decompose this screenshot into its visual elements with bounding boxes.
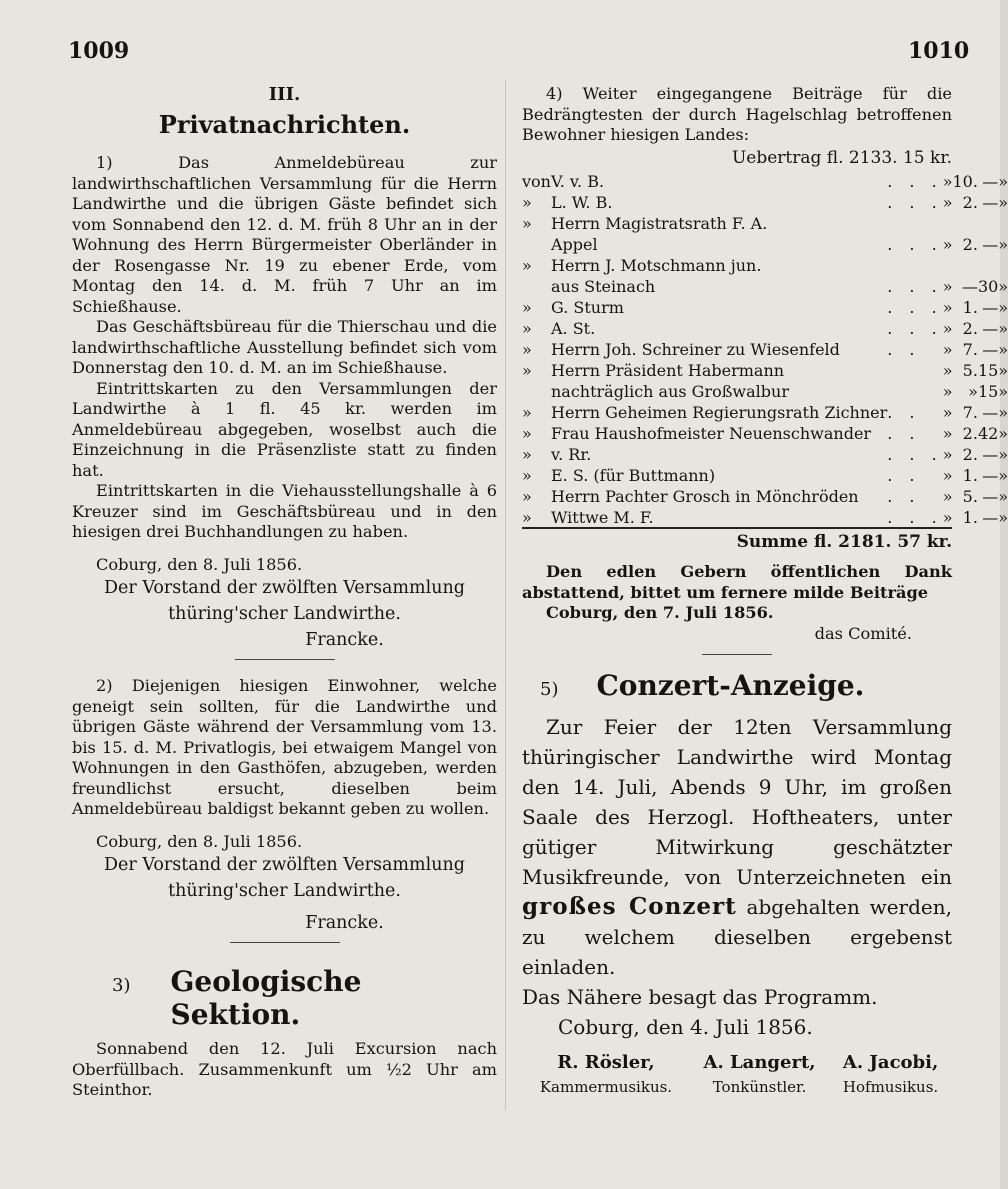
donor-name: E. S. (für Buttmann) xyxy=(550,466,716,485)
notice-heading: Geologische Sektion. xyxy=(170,965,362,1031)
leader-dots: . . xyxy=(887,487,921,506)
donation-row xyxy=(522,233,1008,254)
leader-dots: . . . xyxy=(887,172,943,191)
page-number-left: 1009 xyxy=(68,38,130,64)
ditto-mark xyxy=(943,212,953,233)
donation-prefix xyxy=(522,233,551,254)
amount-gulden: 5. xyxy=(962,487,978,506)
ditto-mark: » xyxy=(942,361,953,380)
leader-dots xyxy=(887,359,942,380)
donor-name: Herrn Joh. Schreiner zu Wiesenfeld xyxy=(550,340,840,359)
amount-kreuzer xyxy=(978,254,998,275)
amount-gulden: 1. xyxy=(962,508,978,527)
paragraph: 2) Diejenigen hiesigen Einwohner, welche geneigt sein sollten, für die Landwirthe und übrigen Gäste während der Versammlung vom 13. bis 15. d. M. Privatlogis, bei etwaigem Mangel von Wohnungen in den Gasthöfen, abzugeben, werden freundlichst ersucht, dieselben beim Anmeldebüreau baldigst bekannt geben zu wollen. xyxy=(72,676,497,818)
ditto-mark: » xyxy=(942,319,953,338)
amount-gulden: 5. xyxy=(962,361,978,380)
ditto-mark: » xyxy=(998,466,1008,485)
amount-gulden: » xyxy=(968,382,978,401)
paragraph: Sonnabend den 12. Juli Excursion nach Oberfüllbach. Zusammenkunft um ½2 Uhr am Steinthor. xyxy=(72,1039,497,1099)
separator-rule xyxy=(702,654,772,655)
separator-rule xyxy=(235,659,335,660)
ditto-mark: » xyxy=(998,424,1008,443)
leader-dots: . . . xyxy=(887,277,943,296)
paragraph: 1) Das Anmeldebüreau zur landwirthschaftlichen Versammlung für die Herrn Landwirthe und die übrigen Gäste befindet sich vom Sonnabend den 12. d. M. früh 8 Uhr an in der Wohnung des Herrn Bürgermeister Oberländer in der Rosengasse Nr. 19 zu ebener Erde, vom Montag den 14. d. M. früh 7 Uhr an im Schießhause. xyxy=(72,153,497,316)
donation-prefix: » xyxy=(522,403,532,422)
amount-kreuzer: 42 xyxy=(977,424,999,443)
amount-kreuzer: — xyxy=(982,508,999,527)
amount-gulden: 2. xyxy=(962,424,978,443)
donor-name: Appel xyxy=(550,235,598,254)
leader-dots: . . . xyxy=(887,508,943,527)
ditto-mark: » xyxy=(942,487,953,506)
notice-registration-office xyxy=(72,153,497,660)
notice-private-lodging xyxy=(72,676,497,943)
ditto-mark xyxy=(943,254,953,275)
ditto-mark: » xyxy=(942,172,953,191)
leader-dots: . . . xyxy=(887,193,943,212)
donation-row xyxy=(522,296,1008,317)
ditto-mark: » xyxy=(942,277,953,296)
signatory: R. Rösler, Kammermusikus. xyxy=(539,1052,673,1096)
donation-prefix: » xyxy=(522,340,532,359)
amount-gulden: 1. xyxy=(962,466,978,485)
ditto-mark: » xyxy=(998,403,1008,422)
donor-name: Herrn Präsident Habermann xyxy=(550,361,785,380)
donation-prefix: » xyxy=(522,214,532,233)
donor-name: A. St. xyxy=(550,319,596,338)
amount-kreuzer: — xyxy=(982,172,999,191)
donation-prefix: » xyxy=(522,256,532,275)
donor-name: Herrn Geheimen Regierungsrath Zichner xyxy=(550,403,888,422)
donation-row xyxy=(522,422,1008,443)
signatory: A. Langert, Tonkünstler. xyxy=(703,1052,816,1096)
donation-prefix: » xyxy=(522,298,532,317)
donation-prefix: von xyxy=(522,172,551,191)
notice-heading: Conzert-Anzeige. xyxy=(596,669,865,702)
leader-dots: . . . xyxy=(887,445,943,464)
ditto-mark: » xyxy=(942,298,953,317)
amount-kreuzer: — xyxy=(982,466,999,485)
section-title: Privatnachrichten. xyxy=(158,110,411,139)
leader-dots: . . . xyxy=(887,319,943,338)
signature-name: Francke. xyxy=(305,913,384,933)
ditto-mark: » xyxy=(942,445,953,464)
ditto-mark: » xyxy=(998,172,1008,191)
donation-row xyxy=(522,338,1008,359)
amount-gulden: — xyxy=(961,277,978,296)
sum-total: Summe fl. 2181. 57 kr. xyxy=(522,528,952,552)
paragraph: Eintrittskarten in die Viehausstellungshalle à 6 Kreuzer sind im Geschäftsbüreau und in den hiesigen drei Buchhandlungen zu haben. xyxy=(72,481,497,541)
item-number: 3) xyxy=(112,975,131,996)
donor-name: Herrn Pachter Grosch in Mönchröden xyxy=(550,487,859,506)
leader-dots xyxy=(887,254,942,275)
column-divider xyxy=(505,80,506,1110)
signatory: A. Jacobi, Hofmusikus. xyxy=(842,1052,939,1096)
donation-row xyxy=(522,212,1008,233)
ditto-mark: » xyxy=(942,508,953,527)
item-number: 5) xyxy=(540,679,559,700)
donation-row xyxy=(522,380,1008,401)
donation-prefix: » xyxy=(522,319,532,338)
ditto-mark: » xyxy=(942,403,953,422)
concert-text: abgehalten werden, zu welchem dieselben ergebenst einladen. xyxy=(522,895,952,979)
amount-gulden: 7. xyxy=(962,340,978,359)
ditto-mark: » xyxy=(942,235,953,254)
concert-text: Zur Feier der 12ten Versammlung thüringischer Landwirthe wird Montag den 14. Juli, Abends 9 Uhr, im großen Saale des Herzogl. Hoftheaters, unter gütiger Mitwirkung geschätzter Musikfreunde, von Unterzeichneten ein xyxy=(522,715,952,889)
donation-prefix: » xyxy=(522,445,532,464)
donation-row xyxy=(522,485,1008,506)
donation-prefix: » xyxy=(522,193,532,212)
donation-prefix xyxy=(522,275,551,296)
amount-kreuzer: 15 xyxy=(977,361,999,380)
ditto-mark: » xyxy=(998,508,1008,527)
ditto-mark: » xyxy=(998,487,1008,506)
amount-kreuzer: — xyxy=(982,340,999,359)
donation-row xyxy=(522,191,1008,212)
leader-dots: . . xyxy=(887,424,921,443)
donor-name: v. Rr. xyxy=(550,445,592,464)
donation-row xyxy=(522,170,1008,191)
amount-gulden: 2. xyxy=(962,235,978,254)
ditto-mark: » xyxy=(998,445,1008,464)
amount-gulden: 2. xyxy=(962,193,978,212)
leader-dots: . . . xyxy=(887,298,943,317)
ditto-mark xyxy=(998,254,1008,275)
donation-row xyxy=(522,464,1008,485)
amount-kreuzer: — xyxy=(982,487,999,506)
ditto-mark: » xyxy=(942,466,953,485)
donor-name: Frau Haushofmeister Neuenschwander xyxy=(550,424,872,443)
signature-name: Francke. xyxy=(305,630,384,650)
concert-emphasis: großes Conzert xyxy=(522,893,737,920)
sum-row xyxy=(522,528,952,552)
amount-kreuzer: — xyxy=(982,193,999,212)
thanks-text: Den edlen Gebern öffentlichen Dank abstattend, bittet um fernere milde Beiträge xyxy=(522,562,952,602)
ditto-mark: » xyxy=(998,235,1008,254)
ditto-mark: » xyxy=(942,340,953,359)
donor-name: V. v. B. xyxy=(550,172,605,191)
ditto-mark: » xyxy=(998,340,1008,359)
page-number-right: 1010 xyxy=(908,38,970,64)
left-column xyxy=(72,84,497,1101)
leader-dots xyxy=(887,212,942,233)
paragraph: 4) Weiter eingegangene Beiträge für die Bedrängtesten der durch Hagelschlag betroffenen Bewohner hiesigen Landes: xyxy=(522,84,952,144)
amount-gulden: 1. xyxy=(962,298,978,317)
amount-kreuzer: — xyxy=(982,235,999,254)
amount-gulden: 7. xyxy=(962,403,978,422)
leader-dots: . . xyxy=(887,340,921,359)
donation-prefix xyxy=(522,380,551,401)
signature-name: das Comité. xyxy=(814,623,912,643)
dateline: Coburg, den 7. Juli 1856. xyxy=(546,603,774,622)
amount-kreuzer: 30 xyxy=(977,277,999,296)
ditto-mark xyxy=(998,212,1008,233)
donation-prefix: » xyxy=(522,487,532,506)
donor-name: Herrn J. Motschmann jun. xyxy=(550,256,762,275)
donation-row xyxy=(522,359,1008,380)
notice-geology-section xyxy=(72,965,497,1101)
right-column xyxy=(522,84,1008,1102)
ditto-mark: » xyxy=(998,382,1008,401)
amount-gulden: 2. xyxy=(962,319,978,338)
amount-gulden xyxy=(952,212,977,233)
donor-name: aus Steinach xyxy=(550,277,656,296)
leader-dots xyxy=(887,380,942,401)
amount-gulden: 2. xyxy=(962,445,978,464)
signature-line: thüring'scher Landwirthe. xyxy=(168,604,401,624)
donor-name: Wittwe M. F. xyxy=(550,508,654,527)
section-number: III. xyxy=(268,84,301,105)
sum-table xyxy=(522,527,952,552)
donation-prefix: » xyxy=(522,466,532,485)
donor-name: L. W. B. xyxy=(550,193,613,212)
signatories xyxy=(522,1048,952,1102)
ditto-mark: » xyxy=(942,382,953,401)
donation-row xyxy=(522,275,1008,296)
donation-prefix: » xyxy=(522,361,532,380)
dateline: Coburg, den 4. Juli 1856. xyxy=(558,1015,813,1039)
donation-row xyxy=(522,317,1008,338)
donor-name: nachträglich aus Großwalbur xyxy=(550,382,789,401)
amount-kreuzer: — xyxy=(982,319,999,338)
paragraph xyxy=(522,712,952,982)
ditto-mark: » xyxy=(998,298,1008,317)
leader-dots: . . xyxy=(887,466,921,485)
paragraph: Eintrittskarten zu den Versammlungen der Landwirthe à 1 fl. 45 kr. werden im Anmeldebüreau abgegeben, woselbst auch die Einzeichnung in die Präsenzliste statt zu finden hat. xyxy=(72,378,497,480)
paragraph: Das Geschäftsbüreau für die Thierschau und die landwirthschaftliche Ausstellung befindet sich vom Donnerstag den 10. d. M. an im Schießhause. xyxy=(72,317,497,377)
donation-row xyxy=(522,506,1008,527)
ditto-mark: » xyxy=(998,361,1008,380)
donations-table xyxy=(522,170,1008,527)
amount-kreuzer: — xyxy=(982,445,999,464)
amount-kreuzer: — xyxy=(982,403,999,422)
donor-name: Herrn Magistratsrath F. A. xyxy=(550,214,768,233)
leader-dots: . . xyxy=(887,403,921,422)
dateline: Coburg, den 8. Juli 1856. xyxy=(96,554,303,574)
notice-donations xyxy=(522,84,1008,655)
ditto-mark: » xyxy=(998,277,1008,296)
donation-prefix: » xyxy=(522,424,532,443)
amount-gulden: 10. xyxy=(952,172,978,191)
donor-name: G. Sturm xyxy=(550,298,624,317)
carry-over-total: Uebertrag fl. 2133. 15 kr. xyxy=(731,147,952,168)
separator-rule xyxy=(230,942,340,943)
signature-line: Der Vorstand der zwölften Versammlung xyxy=(104,855,465,875)
amount-kreuzer: 15 xyxy=(977,382,999,401)
amount-kreuzer xyxy=(978,212,998,233)
ditto-mark: » xyxy=(942,424,953,443)
ditto-mark: » xyxy=(998,193,1008,212)
signature-line: Der Vorstand der zwölften Versammlung xyxy=(104,578,465,598)
donation-row xyxy=(522,443,1008,464)
dateline: Coburg, den 8. Juli 1856. xyxy=(96,831,303,851)
signature-line: thüring'scher Landwirthe. xyxy=(168,881,401,901)
ditto-mark: » xyxy=(942,193,953,212)
amount-gulden xyxy=(952,254,977,275)
leader-dots: . . . xyxy=(887,235,943,254)
amount-kreuzer: — xyxy=(982,298,999,317)
ditto-mark: » xyxy=(998,319,1008,338)
notice-concert xyxy=(522,669,952,1102)
donation-row xyxy=(522,254,1008,275)
donation-prefix: » xyxy=(522,508,532,527)
program-note: Das Nähere besagt das Programm. xyxy=(522,985,878,1009)
donation-row xyxy=(522,401,1008,422)
